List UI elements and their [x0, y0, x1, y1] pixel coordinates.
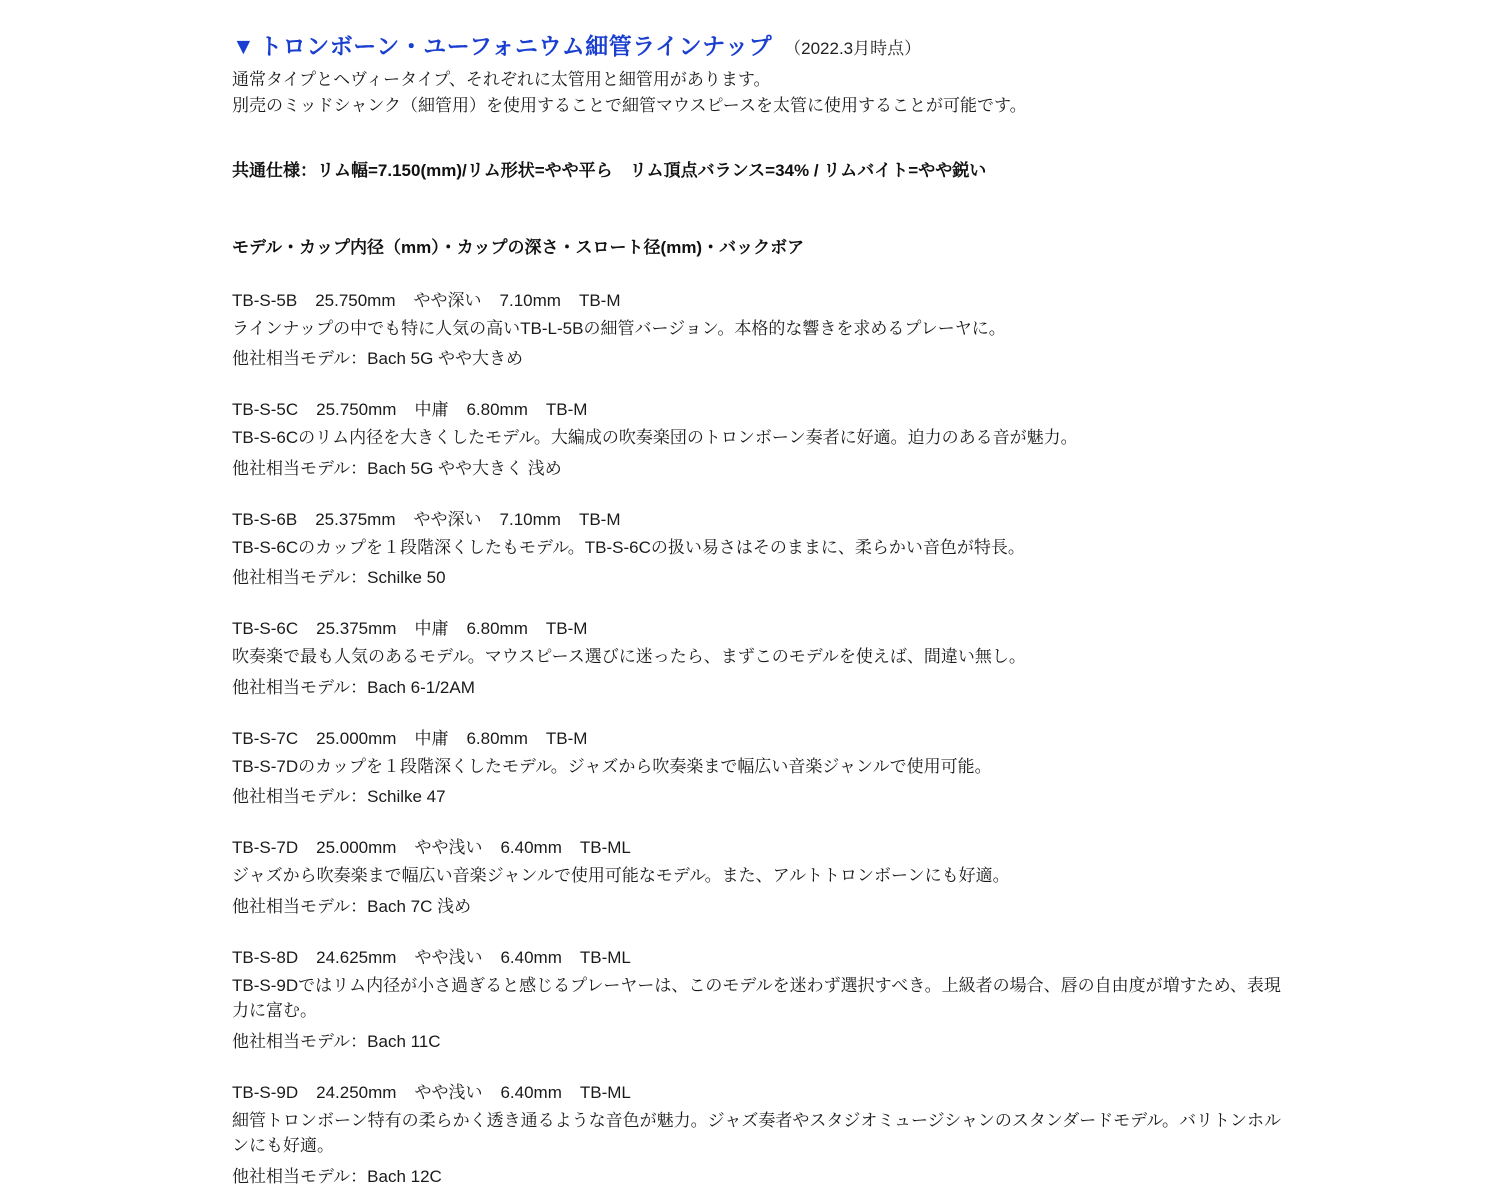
model-throat: 7.10mm	[499, 290, 561, 310]
model-backbore: TB-ML	[579, 838, 631, 858]
model-cup-depth: やや浅い	[414, 1082, 483, 1102]
model-cup-depth: やや浅い	[414, 947, 483, 967]
model-spec-line	[232, 943, 1440, 968]
model-name: TB-S-9D	[232, 1082, 299, 1102]
model-throat: 7.10mm	[499, 509, 561, 529]
model-throat: 6.40mm	[500, 947, 562, 967]
model-description: ジャズから吹奏楽まで幅広い音楽ジャンルで使用可能なモデル。また、アルトトロンボーンにも好適。	[232, 866, 1010, 886]
model-spec-line	[232, 286, 1440, 311]
model-equivalent: 他社相当モデル：Bach 7C 浅め	[232, 896, 472, 916]
model-backbore: TB-ML	[579, 947, 631, 967]
model-description: TB-S-6Cのカップを１段階深くしたもモデル。TB-S-6Cの扱い易さはそのままに、柔らかい音色が特長。	[232, 537, 1025, 557]
intro-line-1: 通常タイプとヘヴィータイプ、それぞれに太管用と細管用があります。	[232, 70, 771, 89]
model-backbore: TB-M	[578, 290, 621, 310]
list-item	[232, 505, 1440, 589]
model-equivalent: 他社相当モデル：Bach 12C	[232, 1166, 442, 1186]
model-backbore: TB-M	[545, 619, 588, 639]
model-throat: 6.40mm	[500, 838, 562, 858]
model-backbore: TB-M	[578, 509, 621, 529]
model-backbore: TB-M	[545, 400, 588, 420]
title-date: （2022.3月時点）	[784, 39, 922, 58]
model-equivalent: 他社相当モデル：Bach 6-1/2AM	[232, 677, 475, 697]
model-cup-diameter: 25.375mm	[316, 619, 397, 639]
model-cup-diameter: 25.000mm	[316, 728, 397, 748]
model-list	[232, 286, 1440, 1187]
model-throat: 6.80mm	[466, 728, 528, 748]
model-spec-line	[232, 833, 1440, 858]
list-item	[232, 943, 1440, 1052]
model-cup-depth: やや深い	[413, 509, 482, 529]
model-equivalent: 他社相当モデル：Schilke 50	[232, 568, 446, 588]
model-throat: 6.40mm	[500, 1082, 562, 1102]
list-item	[232, 614, 1440, 698]
intro-text	[232, 67, 1440, 120]
model-equivalent: 他社相当モデル：Bach 5G やや大きめ	[232, 349, 524, 369]
model-cup-depth: 中庸	[414, 400, 449, 420]
model-cup-depth: 中庸	[414, 728, 449, 748]
common-spec: 共通仕様：リム幅=7.150(mm)/リム形状=やや平ら リム頂点バランス=34% / リムバイト=やや鋭い	[232, 160, 987, 180]
model-cup-diameter: 25.750mm	[316, 400, 397, 420]
model-description: ラインナップの中でも特に人気の高いTB-L-5Bの細管バージョン。本格的な響きを求めるプレーヤに。	[232, 318, 1006, 338]
model-backbore: TB-M	[545, 728, 588, 748]
model-description: TB-S-7Dのカップを１段階深くしたモデル。ジャズから吹奏楽まで幅広い音楽ジャンルで使用可能。	[232, 756, 992, 776]
list-item	[232, 1078, 1440, 1187]
section-heading: モデル・カップ内径（mm）・カップの深さ・スロート径(mm)・バックボア	[232, 237, 805, 257]
model-cup-depth: やや深い	[413, 290, 482, 310]
model-spec-line	[232, 395, 1440, 420]
list-item	[232, 286, 1440, 370]
list-item	[232, 395, 1440, 479]
model-equivalent: 他社相当モデル：Schilke 47	[232, 787, 446, 807]
model-name: TB-S-7C	[232, 728, 299, 748]
model-equivalent: 他社相当モデル：Bach 5G やや大きく 浅め	[232, 458, 562, 478]
model-description: 吹奏楽で最も人気のあるモデル。マウスピース選びに迷ったら、まずこのモデルを使えば、間違い無し。	[232, 647, 1026, 667]
model-equivalent: 他社相当モデル：Bach 11C	[232, 1031, 441, 1051]
model-cup-diameter: 25.375mm	[315, 509, 396, 529]
list-item	[232, 833, 1440, 917]
model-name: TB-S-5B	[232, 290, 298, 310]
title-marker-icon: ▼	[232, 33, 256, 59]
model-spec-line	[232, 614, 1440, 639]
model-description: 細管トロンボーン特有の柔らかく透き通るような音色が魅力。ジャズ奏者やスタジオミュージシャンのスタンダードモデル。バリトンホルンにも好適。	[232, 1110, 1281, 1156]
model-throat: 6.80mm	[466, 400, 528, 420]
model-spec-line	[232, 505, 1440, 530]
model-description: TB-S-6Cのリム内径を大きくしたモデル。大編成の吹奏楽団のトロンボーン奏者に好適。迫力のある音が魅力。	[232, 428, 1078, 448]
title-text: トロンボーン・ユーフォニウム細管ラインナップ	[259, 33, 773, 59]
model-spec-line	[232, 724, 1440, 749]
model-cup-diameter: 25.000mm	[316, 838, 397, 858]
model-cup-depth: 中庸	[414, 619, 449, 639]
model-cup-diameter: 24.250mm	[316, 1082, 397, 1102]
model-name: TB-S-7D	[232, 838, 299, 858]
model-cup-depth: やや浅い	[414, 838, 483, 858]
model-name: TB-S-5C	[232, 400, 299, 420]
model-spec-line	[232, 1078, 1440, 1103]
model-name: TB-S-6B	[232, 509, 298, 529]
model-cup-diameter: 25.750mm	[315, 290, 396, 310]
intro-line-2: 別売のミッドシャンク（細管用）を使用することで細管マウスピースを太管に使用することが可能です。	[232, 96, 1027, 116]
model-backbore: TB-ML	[579, 1082, 631, 1102]
list-item	[232, 724, 1440, 808]
page-title	[232, 28, 1440, 61]
model-cup-diameter: 24.625mm	[316, 947, 397, 967]
model-name: TB-S-6C	[232, 619, 299, 639]
model-throat: 6.80mm	[466, 619, 528, 639]
model-name: TB-S-8D	[232, 947, 299, 967]
model-description: TB-S-9Dではリム内径が小さ過ぎると感じるプレーヤーは、このモデルを迷わず選択すべき。上級者の場合、唇の自由度が増すため、表現力に富む。	[232, 975, 1281, 1021]
